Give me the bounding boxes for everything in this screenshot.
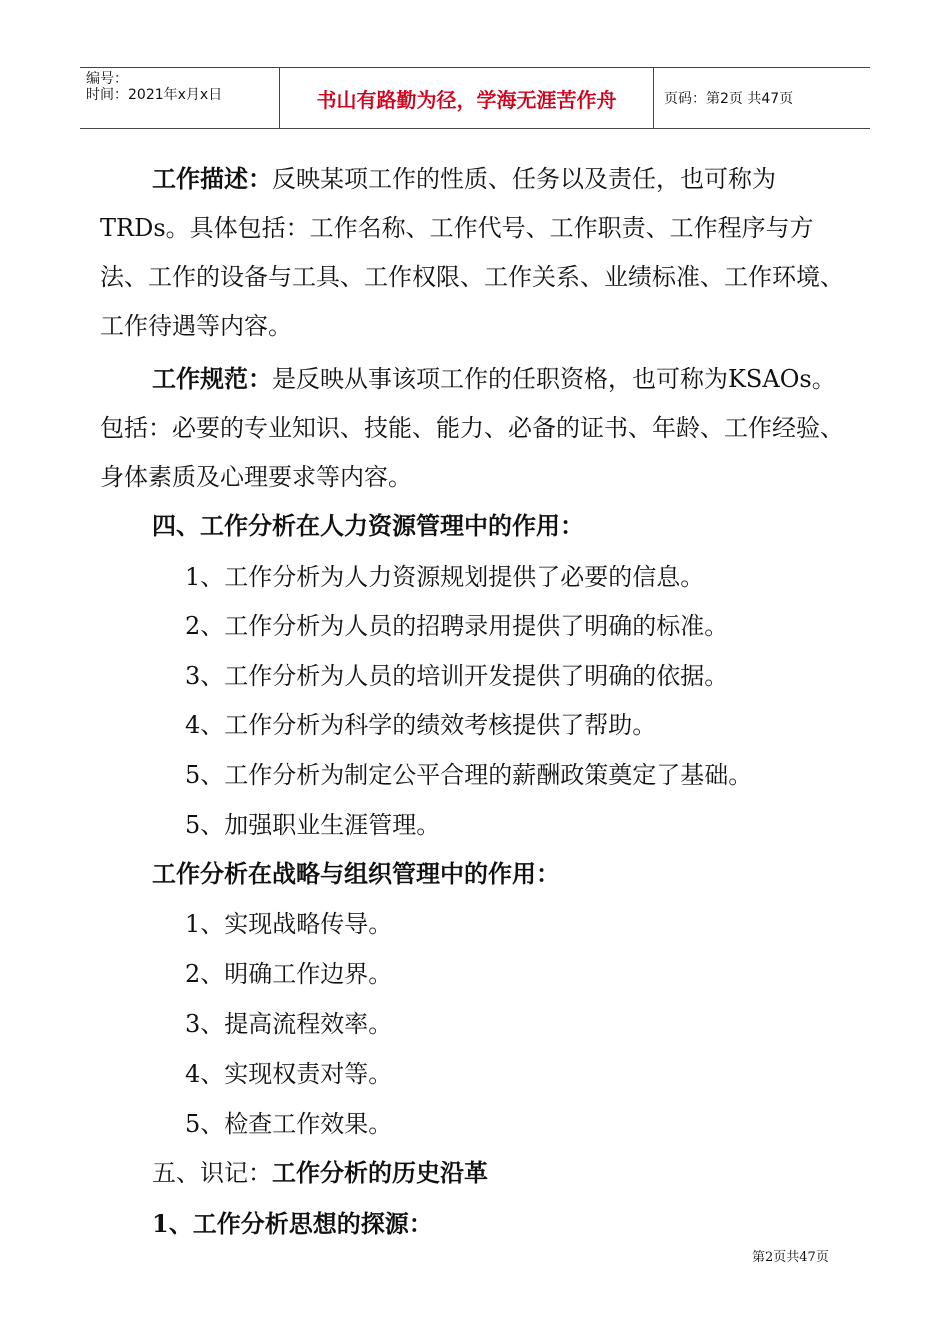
- job-specification-text: 是反映从事该项工作的任职资格，也可称为KSAOs。包括：必要的专业知识、技能、能力、必备的证书、年龄、工作经验、身体素质及心理要求等内容。: [100, 365, 844, 491]
- history-title: 工作分析的历史沿革: [272, 1158, 488, 1187]
- time-label: 时间：2021年x月x日: [86, 87, 223, 103]
- job-description-term: 工作描述：: [152, 164, 272, 193]
- header-page-info: 页码：第2页 共47页: [664, 91, 794, 107]
- list-item: 2、明确工作边界。: [185, 960, 393, 988]
- list-item: 2、工作分析为人员的招聘录用提供了明确的标准。: [185, 612, 729, 640]
- list-item: 5、加强职业生涯管理。: [185, 811, 441, 839]
- page-footer: 第2页共47页: [752, 1250, 829, 1265]
- list-item: 5、工作分析为制定公平合理的薪酬政策奠定了基础。: [185, 761, 753, 789]
- list-item: 1、工作分析为人力资源规划提供了必要的信息。: [185, 563, 705, 591]
- hr-role-heading: 四、工作分析在人力资源管理中的作用：: [152, 511, 584, 540]
- list-item: 3、工作分析为人员的培训开发提供了明确的依据。: [185, 662, 729, 690]
- history-heading: [152, 1158, 488, 1188]
- document-header: [80, 67, 870, 129]
- job-description-paragraph: [100, 154, 850, 351]
- strategy-role-heading: 工作分析在战略与组织管理中的作用：: [152, 859, 560, 888]
- job-specification-paragraph: [100, 354, 850, 502]
- list-item: 1、实现战略传导。: [185, 910, 393, 938]
- header-meta-cell: [80, 68, 280, 128]
- list-item: 5、检查工作效果。: [185, 1110, 393, 1138]
- history-prefix: 五、识记：: [152, 1159, 272, 1187]
- list-item: 4、工作分析为科学的绩效考核提供了帮助。: [185, 711, 657, 739]
- code-label: 编号：: [86, 71, 128, 87]
- header-motto: 书山有路勤为径，学海无涯苦作舟: [280, 68, 654, 128]
- job-specification-term: 工作规范：: [152, 364, 272, 393]
- history-sub-heading: 1、工作分析思想的探源：: [152, 1209, 433, 1238]
- job-description-text: 反映某项工作的性质、任务以及责任，也可称为TRDs。具体包括：工作名称、工作代号、工作职责、工作程序与方法、工作的设备与工具、工作权限、工作关系、业绩标准、工作环境、工作待遇等内容。: [100, 165, 844, 340]
- list-item: 4、实现权责对等。: [185, 1060, 393, 1088]
- list-item: 3、提高流程效率。: [185, 1010, 393, 1038]
